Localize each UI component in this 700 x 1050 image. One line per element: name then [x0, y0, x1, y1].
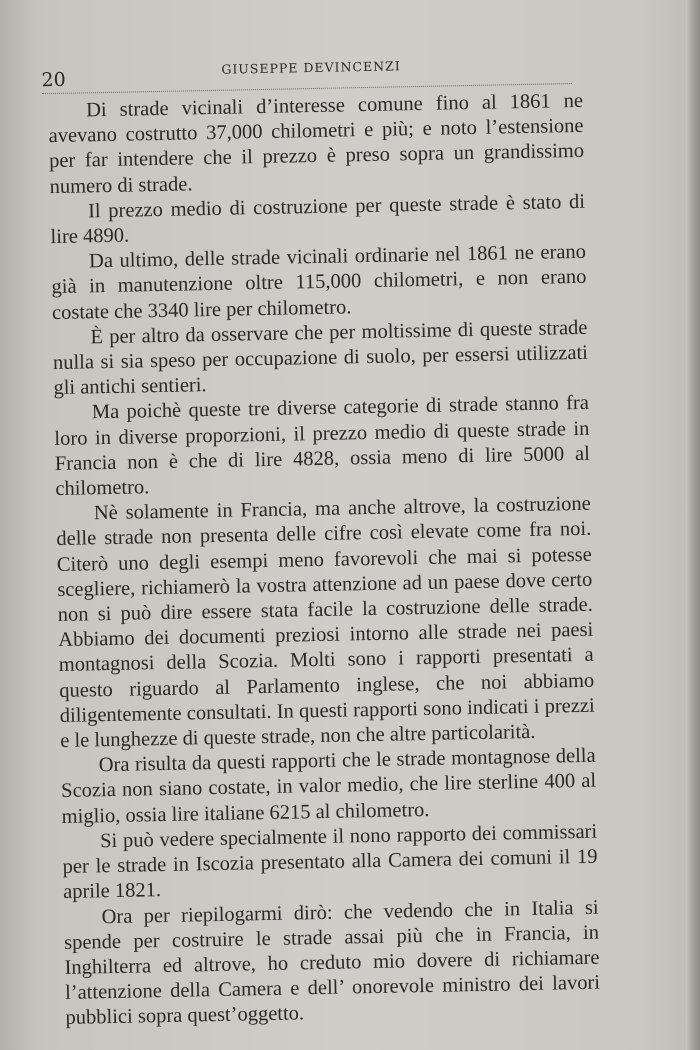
paragraph: Si può vedere specialmente il nono rapporto dei commissari per le strade in Iscozia presentato alla Camera dei comuni il 19 aprile 1821. [62, 820, 598, 904]
paragraph: Di strade vicinali d’interesse comune fino al 1861 ne avevano costrutto 37,000 chilometri e più; e noto l’estensione per far intendere che il prezzo è preso sopra un grandissimo numero di strade. [48, 89, 585, 198]
paragraph: Nè solamente in Francia, ma anche altrove, la costruzione delle strade non presenta delle cifre così elevate come fra noi. Citerò uno degli esempi meno favorevoli che mai si potesse scegliere, richiamerò la vostra attenzione ad un paese dove certo non si può dire essere stata facile la costruzione delle strade. Abbiamo dei documenti preziosi intorno alle strade nei paesi montagnosi della Scozia. Molti sono i rapporti presentati a questo riguardo al Parlamento inglese, che noi abbiamo diligentemente consultati. In questi rapporti sono indicati i prezzi e le lunghezze di queste strade, non che altre particolarità. [56, 493, 595, 753]
paragraph: Da ultimo, delle strade vicinali ordinarie nel 1861 ne erano già in manutenzione oltre 115,000 chilometri, e non erano costate che 3340 lire per chilometro. [51, 241, 587, 324]
body-text [48, 89, 601, 1032]
paragraph: Ora per riepilogarmi dirò: che vedendo che in Italia si spende per costruire le strade assai più che in Francia, in Inghilterra ed altrove, ho creduto mio dovere di richiamare l’attenzione della Camera e dell’ onorevole ministro dei lavori pubblici sopra quest’oggetto. [63, 896, 601, 1030]
page-edge-shadow [686, 0, 700, 1050]
paragraph: Ma poichè queste tre diverse categorie di strade stanno fra loro in diverse proporzioni, il prezzo medio di queste strade in Francia non è che di lire 4828, ossia meno di lire 5000 al chilometro. [54, 392, 591, 501]
page-number: 20 [41, 68, 66, 92]
running-head: GIUSEPPE DEVINCENZI [221, 58, 401, 77]
paragraph: Il prezzo medio di costruzione per queste strade è stato di lire 4890. [50, 190, 586, 249]
page-header [41, 53, 571, 93]
paragraph: Ora risulta da questi rapporti che le strade montagnose della Scozia non siano costate, in valor medio, che lire sterline 400 al miglio, ossia lire italiane 6215 al chilometro. [60, 744, 597, 828]
paragraph: È per altro da osservare che per moltissime di queste strade nulla si sia speso per occupazione di suolo, per essersi utilizzati gli antichi sentieri. [52, 316, 589, 400]
